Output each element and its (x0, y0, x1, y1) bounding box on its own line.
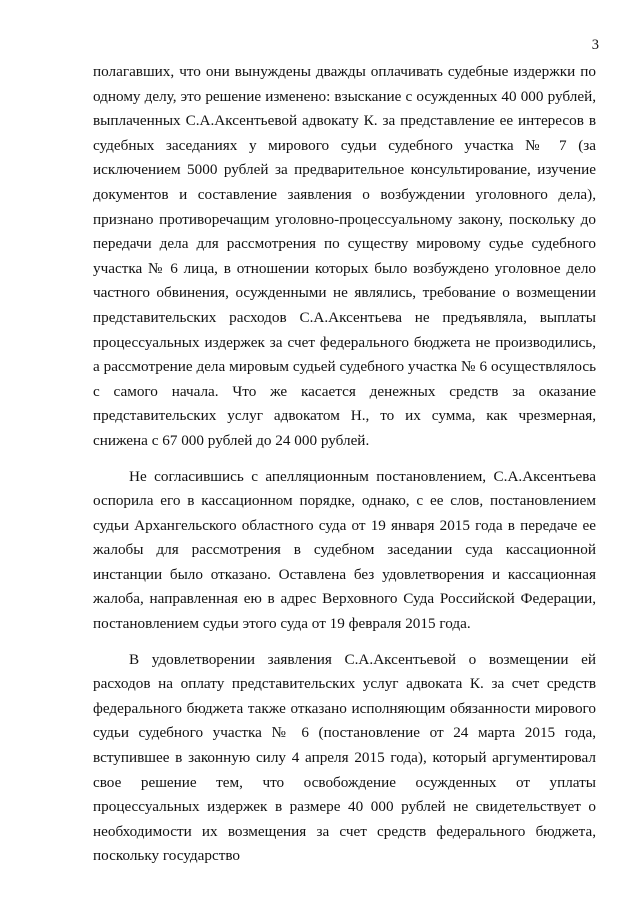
paragraph-cassation-appeal: Не согласившись с апелляционным постановлением, С.А.Аксентьева оспорила его в кассационном порядке, однако, с ее слов, постановлением судьи Архангельского областного суда от 19 января 2015 года в передаче ее жалобы для рассмотрения в судебном заседании суда кассационной инстанции было отказано. Оставлена без удовлетворения и кассационная жалоба, направленная ею в адрес Верховного Суда Российской Федерации, постановлением судьи этого суда от 19 февраля 2015 года. (93, 467, 596, 633)
document-body (93, 60, 596, 869)
page-number: 3 (591, 37, 599, 53)
paragraph-continuation: полагавших, что они вынуждены дважды оплачивать судебные издержки по одному делу, это решение изменено: взыскание с осужденных 40 000 рублей, выплаченных С.А.Аксентьевой адвокату К. за представление ее интересов в судебных заседаниях у мирового судьи судебного участка № 7 (за исключением 5000 рублей за предварительное консультирование, изучение документов и составление заявления о возбуждении уголовного дела), признано противоречащим уголовно-процессуальному закону, поскольку до передачи дела для рассмотрения по существу мировому судье судебного участка № 6 лица, в отношении которых было возбуждено уголовное дело частного обвинения, осужденными не являлись, требование о возмещении представительских расходов С.А.Аксентьева не предъявляла, выплаты процессуальных издержек за счет федерального бюджета не производились, а рассмотрение дела мировым судьей судебного участка № 6 осуществлялось с самого начала. Что же касается денежных средств за оказание представительских услуг адвокатом Н., то их сумма, как чрезмерная, снижена с 67 000 рублей до 24 000 рублей. (93, 63, 596, 449)
paragraph-claim-denial: В удовлетворении заявления С.А.Аксентьевой о возмещении ей расходов на оплату представительских услуг адвоката К. за счет средств федерального бюджета также отказано исполняющим обязанности мирового судьи судебного участка № 6 (постановление от 24 марта 2015 года, вступившее в законную силу 4 апреля 2015 года), который аргументировал свое решение тем, что освобождение осужденных от уплаты процессуальных издержек в размере 40 000 рублей не свидетельствует о необходимости их возмещения за счет средств федерального бюджета, поскольку государство (93, 650, 596, 865)
